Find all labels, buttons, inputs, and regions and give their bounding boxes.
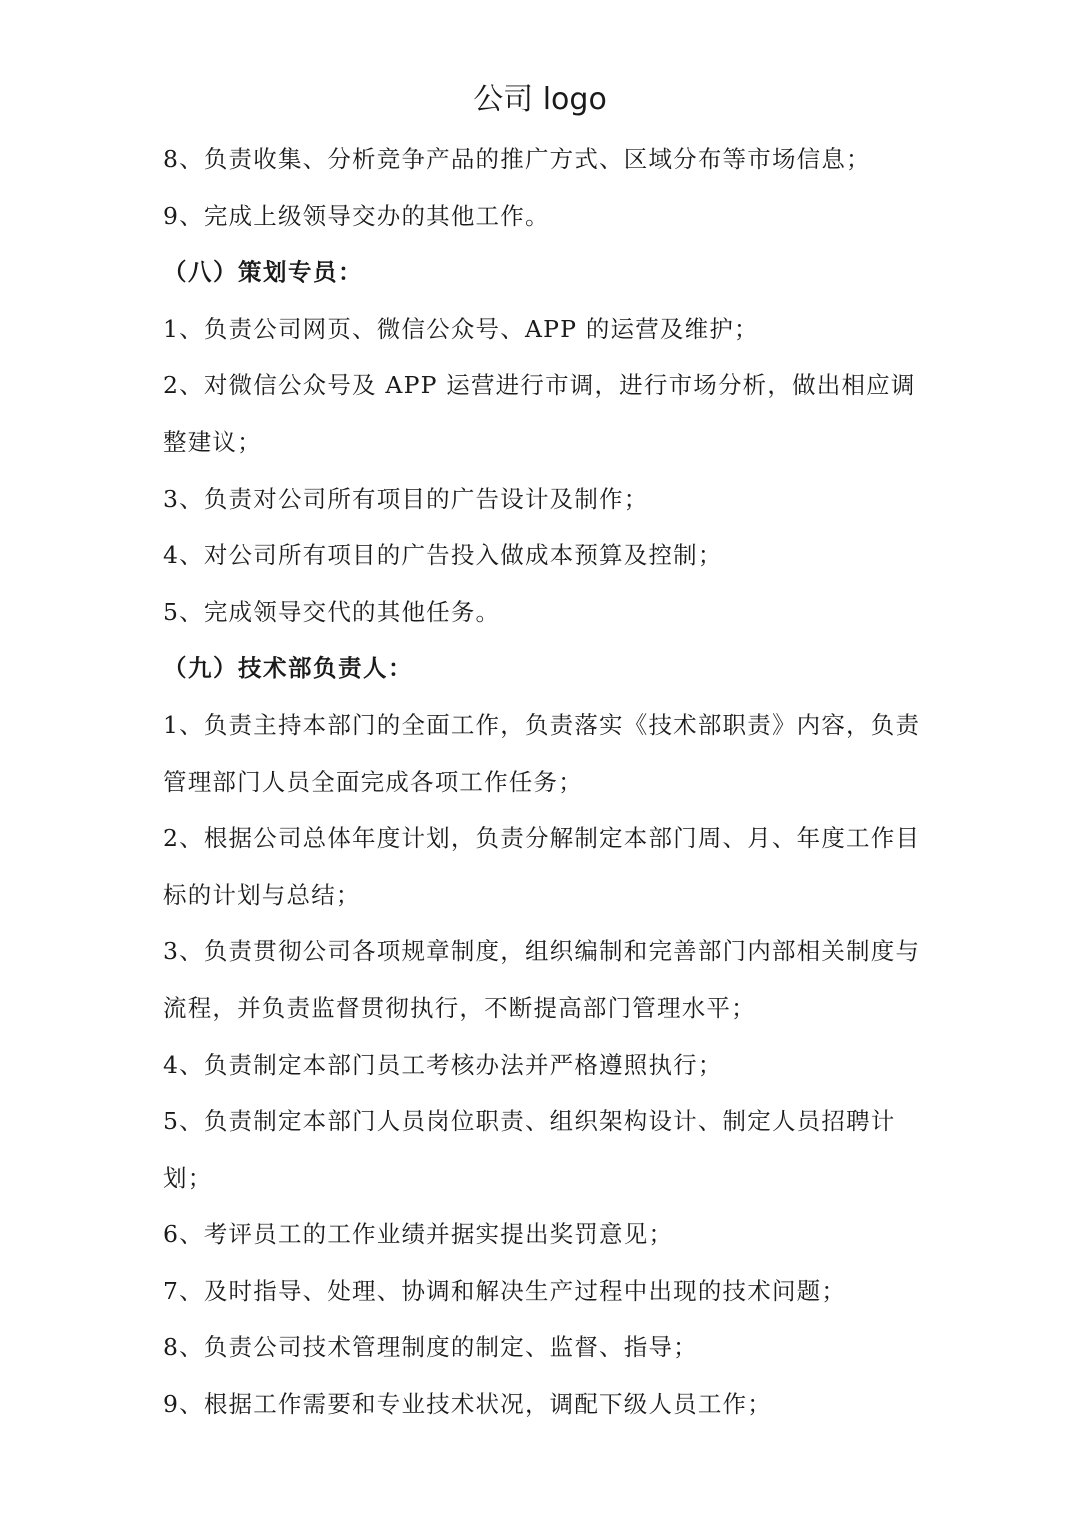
- list-item: 6、考评员工的工作业绩并据实提出奖罚意见；: [163, 1220, 674, 1249]
- list-item: 9、根据工作需要和专业技术状况，调配下级人员工作；: [163, 1390, 772, 1419]
- list-item: 4、负责制定本部门员工考核办法并严格遵照执行；: [163, 1050, 723, 1079]
- company-logo-header: 公司 logo: [473, 82, 607, 117]
- list-item: 1、负责公司网页、微信公众号、APP 的运营及维护；: [163, 314, 759, 343]
- list-item: 2、对微信公众号及 APP 运营进行市调，进行市场分析，做出相应调整建议；: [163, 371, 916, 456]
- list-item: 5、完成领导交代的其他任务。: [163, 597, 501, 626]
- list-item: 3、负责对公司所有项目的广告设计及制作；: [163, 484, 649, 513]
- list-item: 7、及时指导、处理、协调和解决生产过程中出现的技术问题；: [163, 1276, 847, 1305]
- section-heading-tech-dept-head: （九）技术部负责人：: [163, 654, 413, 683]
- list-item: 8、负责收集、分析竞争产品的推广方式、区域分布等市场信息；: [163, 145, 871, 173]
- list-item: 3、负责贯彻公司各项规章制度，组织编制和完善部门内部相关制度与流程，并负责监督贯彻执行，不断提高部门管理水平；: [163, 937, 921, 1022]
- section-heading-planning-specialist: （八）策划专员：: [163, 258, 363, 287]
- list-item: 1、负责主持本部门的全面工作，负责落实《技术部职责》内容，负责管理部门人员全面完成各项工作任务；: [163, 710, 921, 796]
- list-item: 9、完成上级领导交办的其他工作。: [163, 201, 550, 230]
- list-item: 2、根据公司总体年度计划，负责分解制定本部门周、月、年度工作目标的计划与总结；: [163, 824, 921, 909]
- list-item: 8、负责公司技术管理制度的制定、监督、指导；: [163, 1333, 698, 1362]
- list-item: 5、负责制定本部门人员岗位职责、组织架构设计、制定人员招聘计划；: [163, 1107, 896, 1192]
- document-body: [163, 131, 923, 1433]
- list-item: 4、对公司所有项目的广告投入做成本预算及控制；: [163, 541, 723, 570]
